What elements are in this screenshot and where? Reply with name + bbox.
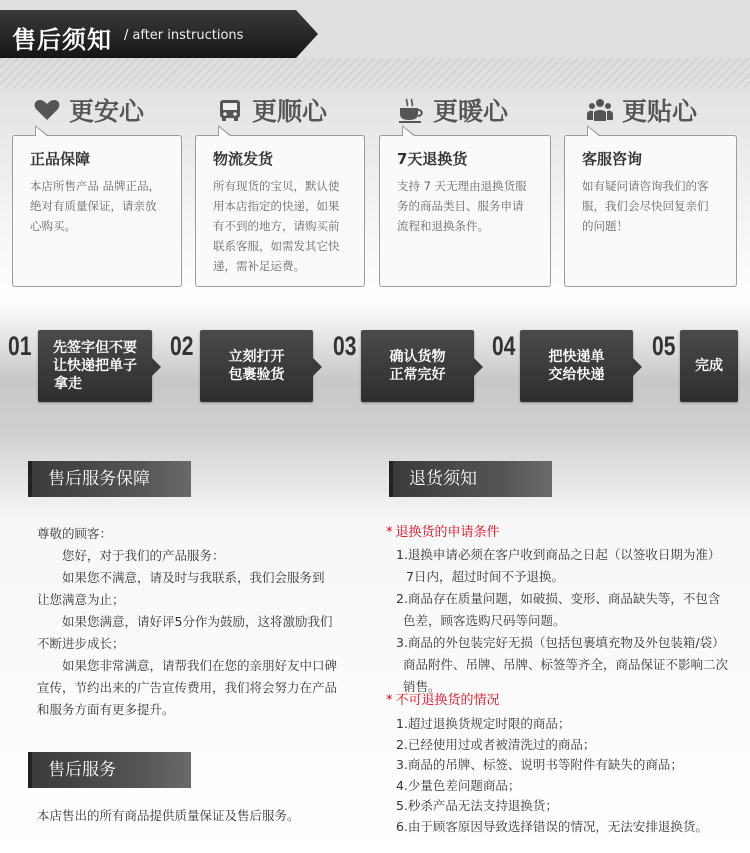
- feature-heading-text: 更暖心: [433, 97, 509, 126]
- step-line: 把快递单: [548, 349, 605, 365]
- star-mark: *: [386, 525, 393, 540]
- text-line: 宣传，节约出来的广告宣传费用，我们将会努力在产品: [37, 680, 338, 695]
- text-line: 不断进步成长；: [37, 636, 125, 651]
- step-number: 03: [333, 331, 357, 361]
- text-line: 让您满意为止；: [37, 592, 125, 607]
- card-title: 7天退换货: [397, 150, 468, 168]
- heart-icon: [33, 96, 61, 124]
- step-line: 先签字但不要: [53, 340, 137, 356]
- list-item: [396, 544, 746, 588]
- section-heading-after-service: 售后服务: [28, 752, 191, 788]
- bus-icon: [216, 96, 244, 124]
- list-item-line: 7日内，超过时间不予退换。: [406, 569, 564, 584]
- step-line: 确认货物: [389, 349, 446, 365]
- list-item-line: 3.商品的外包装完好无损（包括包裹填充物及外包装箱/袋）: [396, 635, 725, 650]
- text-line: 如果您非常满意，请帮我们在您的亲朋好友中口碑: [62, 658, 338, 673]
- list-item: 1.超过退换货规定时限的商品；: [396, 716, 571, 731]
- page-title: 售后须知: [12, 26, 112, 54]
- text-line: 如果您不满意，请及时与我联系，我们会服务到: [62, 570, 325, 585]
- feature-card-returns: [379, 135, 551, 287]
- people-icon: [586, 96, 614, 124]
- coffee-cup-icon: [397, 96, 425, 124]
- card-line: 服，我们会尽快回复亲们: [582, 199, 709, 213]
- step-line: 正常完好: [389, 367, 446, 383]
- list-item-line: 2.商品存在质量问题，如破损、变形、商品缺失等，不包含: [396, 591, 721, 606]
- non-returnable-list: [386, 714, 746, 837]
- list-item-line: 商品附件、吊牌、吊牌、标签等齐全，商品保证不影响二次: [403, 657, 729, 672]
- step-5-box: [680, 330, 738, 402]
- return-conditions: [386, 522, 746, 698]
- list-item: [396, 588, 746, 632]
- non-returnable-cases: [386, 690, 746, 837]
- list-item-line: 销售。: [403, 679, 441, 694]
- text-line: 和服务方面有更多提升。: [37, 702, 175, 717]
- card-line: 用本店指定的快递，如果: [213, 199, 340, 213]
- star-mark: *: [386, 693, 393, 708]
- card-title: 物流发货: [213, 150, 274, 168]
- return-conditions-list: [386, 544, 746, 698]
- card-line: 的问题！: [582, 219, 628, 233]
- conditions-title-text: 退换货的申请条件: [395, 525, 500, 540]
- step-line: 拿走: [54, 376, 82, 392]
- card-line: 流程和退换条件。: [397, 219, 489, 233]
- card-line: 有不到的地方，请购买前: [213, 219, 340, 233]
- step-number: 05: [652, 331, 676, 361]
- card-title: 正品保障: [30, 150, 91, 168]
- card-line: 所有现货的宝贝，默认使: [213, 179, 340, 193]
- page-header: [0, 0, 750, 58]
- card-text: [582, 176, 724, 236]
- step-line: 让快递把单子: [53, 358, 137, 374]
- after-service-text: 本店售出的所有商品提供质量保证及售后服务。: [37, 808, 300, 823]
- list-item: 6.由于顾客原因导致选择错误的情况，无法安排退换货。: [396, 818, 708, 834]
- list-item-line: 色差，顾客选购尺码等问题。: [403, 613, 566, 628]
- feature-heading-text: 更贴心: [622, 97, 698, 126]
- card-text: [213, 176, 352, 276]
- card-line: 心购买。: [30, 219, 76, 233]
- page-subtitle-text: after instructions: [132, 28, 244, 43]
- card-line: 本店所售产品 品牌正品，: [30, 179, 161, 193]
- list-item-line: 1.退换申请必须在客户收到商品之日起（以签收日期为准）: [396, 547, 721, 562]
- service-guarantee-text: [37, 523, 347, 721]
- text-line: 如果您满意，请好评5分作为鼓励，这将激励我们: [62, 614, 333, 629]
- step-3-box: [361, 330, 474, 402]
- step-4-box: [520, 330, 633, 402]
- step-2-box: [200, 330, 313, 402]
- non-returnable-title: [386, 690, 746, 712]
- card-title: 客服咨询: [582, 150, 643, 168]
- card-line: 务的商品类目、服务申请: [397, 199, 524, 213]
- step-line: 立刻打开: [228, 349, 285, 365]
- non-returnable-title-text: 不可退换货的情况: [395, 693, 500, 708]
- list-item: 3.商品的吊牌、标签、说明书等附件有缺失的商品；: [396, 757, 683, 772]
- step-number: 01: [8, 331, 32, 361]
- feature-card-logistics: [195, 135, 365, 287]
- feature-heading-anxin: [33, 92, 144, 128]
- card-text: [30, 176, 169, 236]
- list-item: 5.秒杀产品无法支持退换货；: [396, 798, 558, 813]
- step-number: 02: [170, 331, 194, 361]
- step-line: 交给快递: [548, 367, 605, 383]
- feature-heading-text: 更顺心: [252, 97, 328, 126]
- feature-card-support: [564, 135, 737, 287]
- card-text: [397, 176, 538, 236]
- text-line: 您好，对于我们的产品服务：: [62, 548, 225, 563]
- step-line: 完成: [695, 358, 723, 374]
- card-line: 如有疑问请咨询我们的客: [582, 179, 709, 193]
- step-1-box: [38, 330, 152, 402]
- card-line: 支持 7 天无理由退换货服: [397, 179, 527, 193]
- step-line: 包裹验货: [228, 367, 285, 383]
- list-item: 4.少量色差问题商品；: [396, 777, 521, 793]
- card-line: 联系客服，如需发其它快: [213, 239, 340, 253]
- section-heading-return-notice: 退货须知: [389, 461, 552, 497]
- page-subtitle: / after instructions: [124, 28, 244, 43]
- return-conditions-title: [386, 522, 746, 544]
- feature-heading-nuanxin: [397, 92, 508, 128]
- greeting: 尊敬的顾客：: [37, 526, 113, 541]
- card-line: 递，需补足运费。: [213, 259, 305, 273]
- card-line: 绝对有质量保证，请亲放: [30, 199, 157, 213]
- section-heading-service-guarantee: 售后服务保障: [28, 461, 191, 497]
- feature-card-authentic: [12, 135, 182, 287]
- header-stripes: [0, 58, 750, 88]
- step-number: 04: [492, 331, 516, 361]
- list-item: 2.已经使用过或者被清洗过的商品；: [396, 736, 596, 752]
- list-item: [396, 632, 746, 698]
- feature-heading-text: 更安心: [69, 97, 145, 126]
- feature-heading-shunxin: [216, 92, 327, 128]
- feature-heading-tiexin: [586, 92, 697, 128]
